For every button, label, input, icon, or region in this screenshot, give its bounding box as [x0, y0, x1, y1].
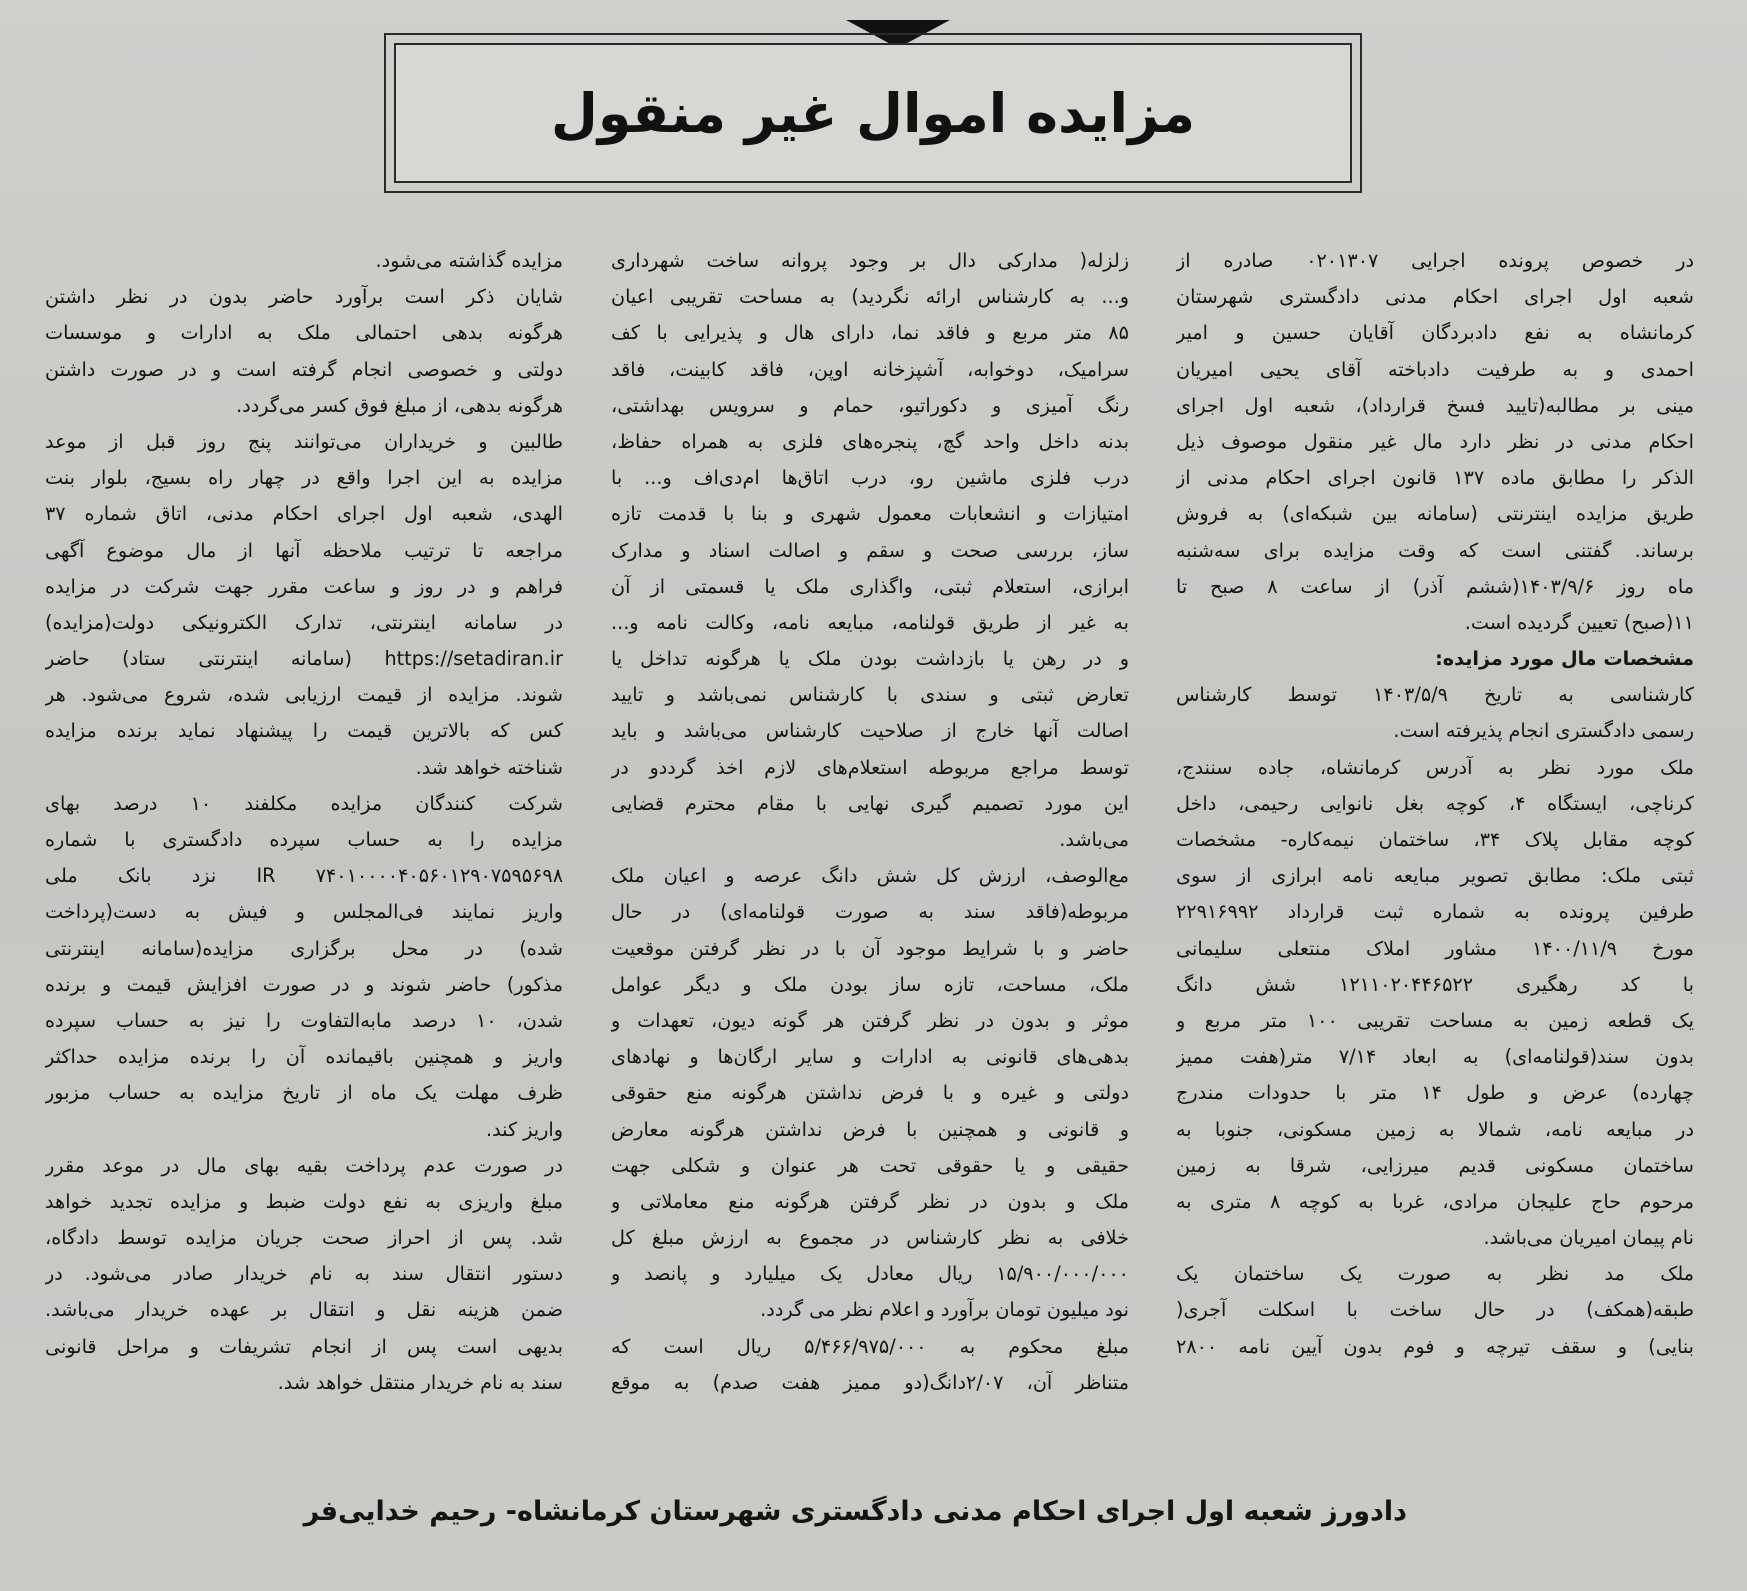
text-line: طبقه(همکف) در حال ساخت با اسکلت آجری( — [1176, 1298, 1694, 1322]
text-line: ماه روز ۱۴۰۳/۹/۶(ششم آذر) از ساعت ۸ صبح تا — [1176, 574, 1694, 598]
text-line: این مورد تصمیم گیری نهایی با مقام محترم قضایی — [611, 791, 1129, 815]
text-line: شایان ذکر است برآورد حاضر بدون در نظر داشتن — [45, 285, 563, 309]
text-line: کارشناسی به تاریخ ۱۴۰۳/۵/۹ توسط کارشناس — [1176, 683, 1694, 707]
signature-line: دادورز شعبه اول اجرای احکام مدنی دادگستری شهرستان کرمانشاه- رحیم خدایی‌فر — [303, 1496, 1407, 1527]
text-line: کس که بالاترین قیمت را پیشنهاد نماید برنده مزایده — [45, 719, 563, 743]
text-line: دولتی و غیره و با فرض نداشتن هرگونه منع حقوقی — [611, 1081, 1129, 1105]
text-line: کوچه مقابل پلاک ۳۴، ساختمان نیمه‌کاره- مشخصات — [1176, 828, 1694, 851]
text-line: ابرازی، استعلام ثبتی، واگذاری ملک یا قسمتی از آن — [611, 574, 1129, 598]
section-heading: مشخصات مال مورد مزایده: — [1435, 647, 1694, 671]
text-line: ۱۵/۹۰۰/۰۰۰/۰۰۰ ریال معادل یک میلیارد و پانصد و — [611, 1262, 1129, 1286]
text-line: مع‌الوصف، ارزش کل شش دانگ عرصه و اعیان ملک — [611, 864, 1129, 888]
text-line: سند به نام خریدار منتقل خواهد شد. — [277, 1370, 563, 1394]
text-line: https://setadiran.ir (سامانه اینترنتی ستاد) حاضر — [45, 647, 563, 671]
text-line: به غیر از طریق قولنامه، مبایعه نامه، وکالت نامه و... — [611, 610, 1129, 634]
text-line: امتیازات و انشعابات معمول شهری و بنا با قدمت تازه — [611, 502, 1129, 526]
text-line: احکام مدنی در نظر دارد مال غیر منقول موصوف ذیل — [1176, 429, 1694, 453]
text-line: توسط مراجع مربوطه استعلام‌های لازم اخذ گرددو در — [611, 755, 1129, 779]
column-middle — [611, 243, 1129, 1485]
text-line: شد. پس از احراز صحت جریان مزایده توسط دادگاه، — [45, 1226, 563, 1250]
text-line: شده) در محل برگزاری مزایده(سامانه اینترنتی — [45, 936, 563, 960]
text-line: دولتی و خصوصی انجام گرفته است و در صورت داشتن — [45, 357, 563, 381]
page-title: مزایده اموال غیر منقول — [550, 81, 1196, 145]
text-line: شوند. مزایده از قیمت ارزیابی شده، شروع می‌شود. هر — [45, 683, 563, 707]
text-line: اصالت آنها خارج از صلاحیت کارشناس می‌باشد و باید — [611, 719, 1129, 743]
text-line: مزایده به این اجرا واقع در چهار راه بسیج، بلوار بنت — [45, 466, 563, 490]
text-line: شرکت کنندگان مزایده مکلفند ۱۰ درصد بهای — [45, 791, 563, 815]
text-line: مرحوم حاج علیجان مرادی، غربا به کوچه ۸ متری به — [1176, 1189, 1694, 1213]
text-line: واریز نمایند فی‌المجلس و فیش به دست(پرداخت — [45, 900, 563, 924]
text-line: یک قطعه زمین به مساحت تقریبی ۱۰۰ متر مربع و — [1176, 1008, 1694, 1032]
text-line: طرفین پرونده به شماره ثبت قرارداد ۲۲۹۱۶۹۹۲ — [1176, 900, 1694, 924]
text-line: نود میلیون تومان برآورد و اعلام نظر می گردد. — [760, 1298, 1129, 1322]
text-line: بنایی) و سقف تیرچه و فوم بدون آیین نامه ۲۸۰۰ — [1176, 1334, 1694, 1358]
text-line: ثبتی ملک: مطابق تصویر مبایعه نامه ابرازی از سوی — [1176, 864, 1694, 888]
text-line: الهدی، شعبه اول اجرای احکام مدنی، اتاق شماره ۳۷ — [45, 502, 563, 526]
text-line: زلزله( مدارکی دال بر وجود پروانه ساخت شهرداری — [611, 249, 1129, 272]
text-line: واریز کند. — [486, 1117, 563, 1141]
text-line: درب فلزی ماشین رو، درب اتاق‌ها ام‌دی‌اف و... با — [611, 466, 1129, 490]
text-line: مربوطه(فاقد سند به صورت قولنامه‌ای) در حال — [611, 900, 1129, 924]
text-line: مذکور) حاضر شوند و در صورت افزایش قیمت و برنده — [45, 972, 563, 996]
text-line: برساند. گفتنی است که وقت مزایده برای سه‌شنبه — [1176, 538, 1694, 562]
text-line: بدون سند(قولنامه‌ای) به ابعاد ۷/۱۴ متر(هفت ممیز — [1176, 1045, 1694, 1069]
text-line: ساز، بررسی صحت و سقم و اصالت اسناد و مدارک — [611, 538, 1129, 562]
text-line: ملک، مساحت، تازه ساز بودن ملک و دیگر عوامل — [611, 972, 1129, 996]
text-line: متناظر آن، ۲/۰۷دانگ(دو ممیز هفت صدم) به موقع — [611, 1370, 1129, 1394]
text-line: احمدی و به طرفیت دادباخته آقای یحیی امیریان — [1176, 357, 1694, 381]
text-line: مبلغ واریزی به نفع دولت ضبط و مزایده تجدید خواهد — [45, 1189, 563, 1213]
text-line: دستور انتقال سند به نام خریدار صادر می‌شود. در — [45, 1262, 563, 1286]
text-line: حقیقی و یا حقوقی تحت هر عنوان و شکلی جهت — [611, 1153, 1129, 1177]
text-line: با کد رهگیری ۱۲۱۱۰۲۰۴۴۶۵۲۲ شش دانگ — [1176, 972, 1694, 996]
title-frame — [384, 33, 1362, 193]
text-line: در خصوص پرونده اجرایی ۰۲۰۱۳۰۷ صادره از — [1176, 249, 1694, 272]
text-line: کرناچی، ایستگاه ۴، کوچه بغل نانوایی رحیمی، داخل — [1176, 791, 1694, 815]
text-line: و قانونی و همچنین با فرض نداشتن هرگونه معارض — [611, 1117, 1129, 1141]
text-line: و در رهن یا بازداشت بودن ملک یا هرگونه تداخل یا — [611, 647, 1129, 671]
text-line: رنگ آمیزی و دکوراتیو، حمام و سرویس بهداشتی، — [611, 393, 1129, 417]
text-line: خلافی به نظر کارشناس در مجموع به ارزش مبلغ کل — [611, 1226, 1129, 1250]
text-line: سرامیک، دوخوابه، آشپزخانه اوپن، فاقد کابینت، فاقد — [611, 357, 1129, 381]
text-line: مورخ ۱۴۰۰/۱۱/۹ مشاور املاک منتعلی سلیمانی — [1176, 936, 1694, 960]
text-line: ظرف مهلت یک ماه از تاریخ مزایده به حساب مزبور — [45, 1081, 563, 1105]
text-line: تعارض ثبتی و سندی با کارشناس نمی‌باشد و تایید — [611, 683, 1129, 707]
text-line: IR ۷۴۰۱۰۰۰۰۴۰۵۶۰۱۲۹۰۷۵۹۵۶۹۸ نزد بانک ملی — [45, 864, 563, 888]
text-line: چهارده) عرض و طول ۱۴ متر با حدودات مندرج — [1176, 1081, 1694, 1105]
text-line: مبلغ محکوم به ۵/۴۶۶/۹۷۵/۰۰۰ ریال است که — [611, 1334, 1129, 1358]
text-line: ملک مد نظر به صورت یک ساختمان یک — [1176, 1262, 1694, 1286]
text-line: بدیهی است پس از انجام تشریفات و مراحل قانونی — [45, 1334, 563, 1358]
text-line: مراجعه تا ترتیب ملاحظه آنها از مال موضوع آگهی — [45, 538, 563, 562]
text-line: طریق مزایده اینترنتی (سامانه بین شبکه‌ای) به فروش — [1176, 502, 1694, 526]
text-line: در مبایعه نامه، شمالا به زمین مسکونی، جنوبا به — [1176, 1117, 1694, 1141]
text-line: شناخته خواهد شد. — [415, 755, 563, 779]
text-line: فراهم و در روز و ساعت مقرر جهت شرکت در مزایده — [45, 574, 563, 598]
text-line: هرگونه بدهی احتمالی ملک به ادارات و موسسات — [45, 321, 563, 345]
text-line: هرگونه بدهی، از مبلغ فوق کسر می‌گردد. — [236, 393, 563, 417]
text-line: ساختمان مسکونی قدیم میرزایی، شرقا به زمین — [1176, 1153, 1694, 1177]
title-box — [394, 43, 1352, 183]
column-right — [1176, 243, 1694, 1485]
text-line: ملک مورد نظر به آدرس کرمانشاه، جاده سنندج، — [1176, 755, 1694, 779]
text-line: کرمانشاه به نفع دادبردگان آقایان حسین و امیر — [1176, 321, 1694, 345]
text-line: بدنه داخل واحد گچ، پنجره‌های فلزی به همراه حفاظ، — [611, 429, 1129, 453]
text-line: می‌باشد. — [1059, 828, 1129, 851]
text-line: طالبین و خریداران می‌توانند پنج روز قبل از موعد — [45, 429, 563, 453]
text-line: بدهی‌های قانونی به ادارات و سایر ارگان‌ها و نهادهای — [611, 1045, 1129, 1069]
text-line: مینی بر مطالبه(تایید فسخ قرارداد)، شعبه اول اجرای — [1176, 393, 1694, 417]
text-line: شدن، ۱۰ درصد مابه‌التفاوت را نیز به حساب سپرده — [45, 1008, 563, 1032]
text-line: ۸۵ متر مربع و فاقد نما، دارای هال و پذیرایی با کف — [611, 321, 1129, 345]
text-line: موثر و بدون در نظر گرفتن هر گونه دیون، تعهدات و — [611, 1008, 1129, 1032]
text-line: الذکر را مطابق ماده ۱۳۷ قانون اجرای احکام مدنی از — [1176, 466, 1694, 490]
text-line: ۱۱(صبح) تعیین گردیده است. — [1464, 610, 1694, 634]
text-line: مزایده را به حساب سپرده دادگستری با شماره — [45, 828, 563, 851]
text-line: رسمی دادگستری انجام پذیرفته است. — [1393, 719, 1694, 743]
column-left — [45, 243, 563, 1485]
text-line: و... به کارشناس ارائه نگردید) به مساحت تقریبی اعیان — [611, 285, 1129, 309]
text-line: شعبه اول اجرای احکام مدنی دادگستری شهرستان — [1176, 285, 1694, 309]
text-line: نام پیمان امیریان می‌باشد. — [1483, 1226, 1694, 1250]
text-line: ضمن هزینه نقل و انتقال بر عهده خریدار می‌باشد. — [45, 1298, 563, 1322]
text-line: واریز و همچنین باقیمانده آن را برنده مزایده حداکثر — [45, 1045, 563, 1069]
text-line: ملک و بدون در نظر گرفتن هرگونه منع معاملاتی و — [611, 1189, 1129, 1213]
text-line: در سامانه اینترنتی، تدارک الکترونیکی دولت(مزایده) — [45, 610, 563, 634]
text-line: مزایده گذاشته می‌شود. — [375, 249, 563, 272]
text-line: در صورت عدم پرداخت بقیه بهای مال در موعد مقرر — [45, 1153, 563, 1177]
text-line: حاضر و با شرایط موجود آن با در نظر گرفتن موقعیت — [611, 936, 1129, 960]
